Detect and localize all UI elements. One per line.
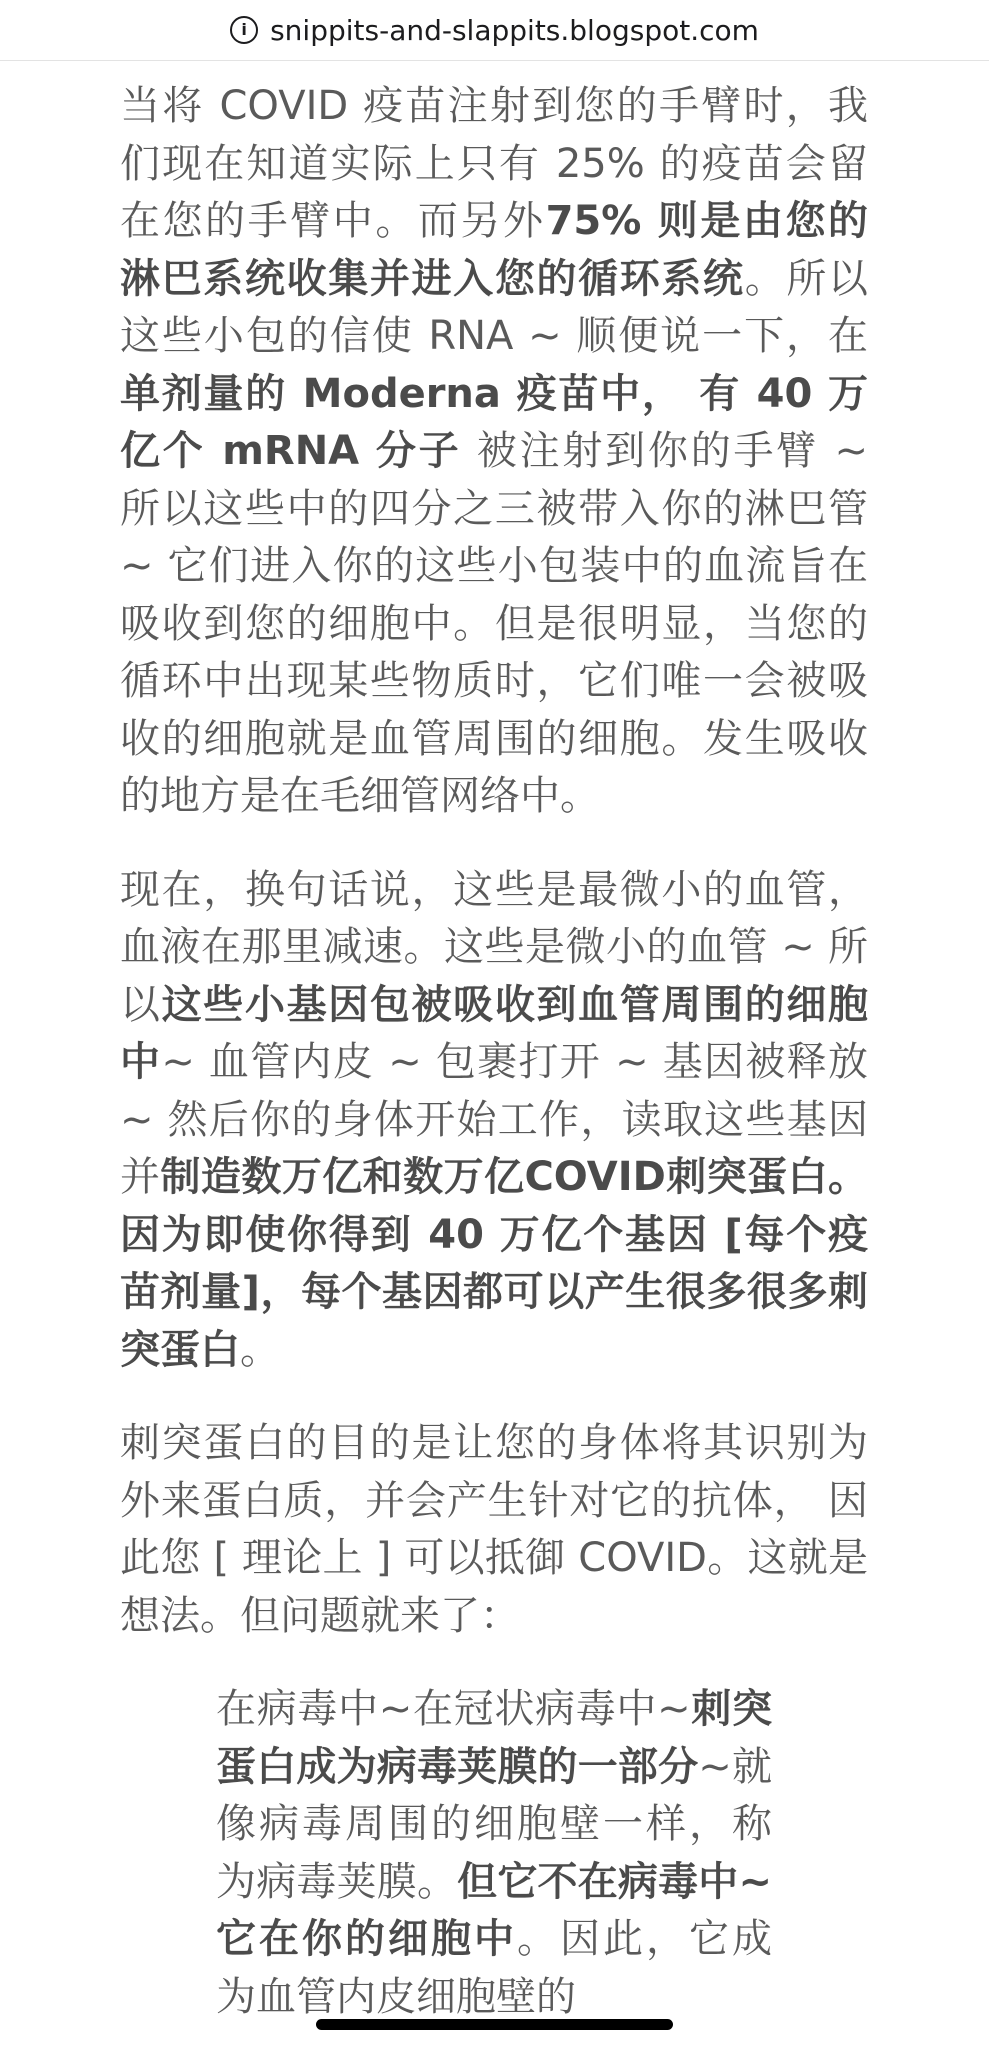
article-body — [120, 78, 868, 2026]
paragraph-text: 。 — [240, 1326, 280, 1373]
browser-address-bar[interactable] — [0, 0, 989, 61]
quote-text: ~就像病毒周围的细胞壁一样，称为病毒荚膜。 — [216, 1743, 773, 1905]
paragraph-bold-text: 这些小基因包被吸收到血管周围的细胞中 — [120, 981, 869, 1085]
quote-text: 在病毒中~在冠状病毒中~ — [216, 1686, 691, 1732]
quote-text: 。因此，它成为血管内皮细胞壁的 — [216, 1916, 772, 2020]
home-indicator[interactable] — [316, 2019, 673, 2030]
paragraph-bold-text: 单剂量的 Moderna 疫苗中， 有 40 万亿个 mRNA 分子 — [120, 370, 868, 474]
paragraph-1 — [120, 78, 868, 826]
blog-post-content — [0, 60, 989, 2048]
paragraph-2 — [120, 862, 868, 1380]
paragraph-bold-text: 75% 则是由您的淋巴系统收集并进入您的循环系统 — [120, 198, 869, 302]
paragraph-bold-text: 制造数万亿和数万亿COVID刺突蛋白。因为即使你得到 40 万亿个基因 [每个疫苗剂量]，每个基因都可以产生很多很多刺突蛋白 — [120, 1154, 869, 1373]
paragraph-text: 刺突蛋白的目的是让您的身体将其识别为外来蛋白质，并会产生针对它的抗体， 因此您 [ 理论上 ] 可以抵御 COVID。这就是想法。但问题就来了： — [120, 1420, 868, 1639]
paragraph-text: 当将 COVID 疫苗注射到您的手臂时，我们现在知道实际上只有 25% 的疫苗会留在您的手臂中。而另外 — [120, 83, 868, 244]
paragraph-text: 被注射到你的手臂 ~ 所以这些中的四分之三被带入你的淋巴管 ~ 它们进入你的这些小包装中的血流旨在吸收到您的细胞中。但是很明显，当您的循环中出现某些物质时，它们唯一会被吸收的细胞就是血管周围的细胞。发生吸收的地方是在毛细管网络中。 — [120, 428, 868, 819]
paragraph-text: 现在，换句话说，这些是最微小的血管，血液在那里减速。这些是微小的血管 ~ 所以 — [120, 866, 868, 1028]
paragraph-text: ~ 血管内皮 ~ 包裹打开 ~ 基因被释放 ~ 然后你的身体开始工作，读取这些基因并 — [120, 1039, 868, 1200]
paragraph-text: 。所以这些小包的信使 RNA ~ 顺便说一下，在 — [120, 255, 869, 359]
url-text: snippits-and-slappits.blogspot.com — [270, 13, 759, 47]
quote-bold-text: 刺突蛋白成为病毒荚膜的一部分 — [216, 1686, 773, 1790]
paragraph-3 — [120, 1415, 868, 1645]
quote-bold-text: 但它不在病毒中~它在你的细胞中 — [216, 1858, 773, 1962]
blockquote — [216, 1681, 772, 2026]
info-icon[interactable]: i — [230, 16, 258, 44]
